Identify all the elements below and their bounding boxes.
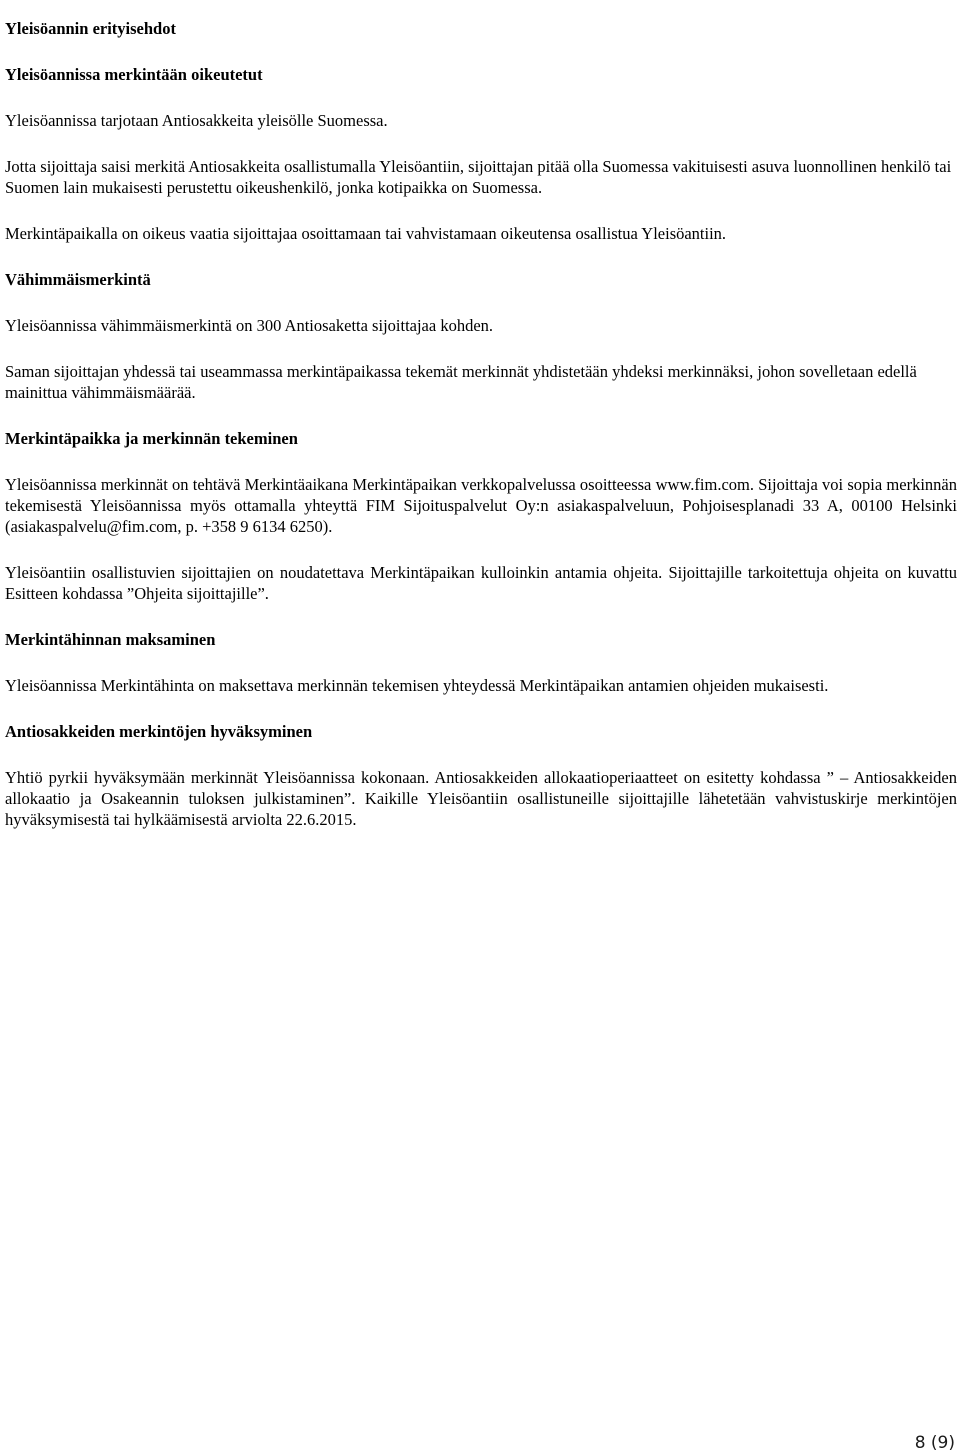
section-paragraph: Yleisöannissa merkinnät on tehtävä Merkintäaikana Merkintäpaikan verkkopalvelussa osoitteessa www.fim.com. Sijoittaja voi sopia merkinnän tekemisestä Yleisöannissa myös ottamalla yhteyttä FIM Sijoituspalvelut Oy:n asiakaspalveluun, Pohjoisesplanadi 33 A, 00100 Helsinki (asiakaspalvelu@fim.com, p. +358 9 6134 6250).	[5, 475, 957, 536]
document-page	[5, 0, 957, 830]
section-heading: Yleisöannissa merkintään oikeutetut	[5, 65, 263, 84]
section-paragraph: Yleisöantiin osallistuvien sijoittajien on noudatettava Merkintäpaikan kulloinkin antamia ohjeita. Sijoittajille tarkoitettuja ohjeita on kuvattu Esitteen kohdassa ”Ohjeita sijoittajille”.	[5, 563, 957, 603]
section-heading: Merkintähinnan maksaminen	[5, 630, 216, 649]
section-paragraph: Saman sijoittajan yhdessä tai useammassa merkintäpaikassa tekemät merkinnät yhdistetään yhdeksi merkinnäksi, johon sovelletaan edellä mainittua vähimmäismäärää.	[5, 362, 917, 402]
section-paragraph: Yleisöannissa Merkintähinta on maksettava merkinnän tekemisen yhteydessä Merkintäpaikan antamien ohjeiden mukaisesti.	[5, 676, 829, 695]
section-subscription-place	[5, 428, 957, 629]
section-payment	[5, 629, 957, 721]
section-heading: Antiosakkeiden merkintöjen hyväksyminen	[5, 722, 313, 741]
section-paragraph: Yleisöannissa vähimmäismerkintä on 300 Antiosaketta sijoittajaa kohden.	[5, 316, 494, 335]
section-paragraph: Yhtiö pyrkii hyväksymään merkinnät Yleisöannissa kokonaan. Antiosakkeiden allokaatioperiaatteet on esitetty kohdassa ” – Antiosakkeiden allokaatio ja Osakeannin tuloksen julkistaminen”. Kaikille Yleisöantiin osallistuneille sijoittajille lähetetään vahvistuskirje merkintöjen hyväksymisestä tai hylkäämisestä arviolta 22.6.2015.	[5, 768, 957, 829]
section-paragraph: Jotta sijoittaja saisi merkitä Antiosakkeita osallistumalla Yleisöantiin, sijoittajan pitää olla Suomessa vakituisesti asuva luonnollinen henkilö tai Suomen lain mukaisesti perustettu oikeushenkilö, jonka kotipaikka on Suomessa.	[5, 157, 952, 197]
section-eligibility	[5, 64, 957, 269]
section-heading: Vähimmäismerkintä	[5, 270, 151, 289]
document-title: Yleisöannin erityisehdot	[5, 19, 176, 38]
section-paragraph: Yleisöannissa tarjotaan Antiosakkeita yleisölle Suomessa.	[5, 111, 388, 130]
section-paragraph: Merkintäpaikalla on oikeus vaatia sijoittajaa osoittamaan tai vahvistamaan oikeutensa osallistua Yleisöantiin.	[5, 224, 727, 243]
page-number: 8 (9)	[914, 1433, 955, 1453]
section-acceptance	[5, 721, 957, 830]
section-minimum-subscription	[5, 269, 957, 428]
section-heading: Merkintäpaikka ja merkinnän tekeminen	[5, 429, 298, 448]
